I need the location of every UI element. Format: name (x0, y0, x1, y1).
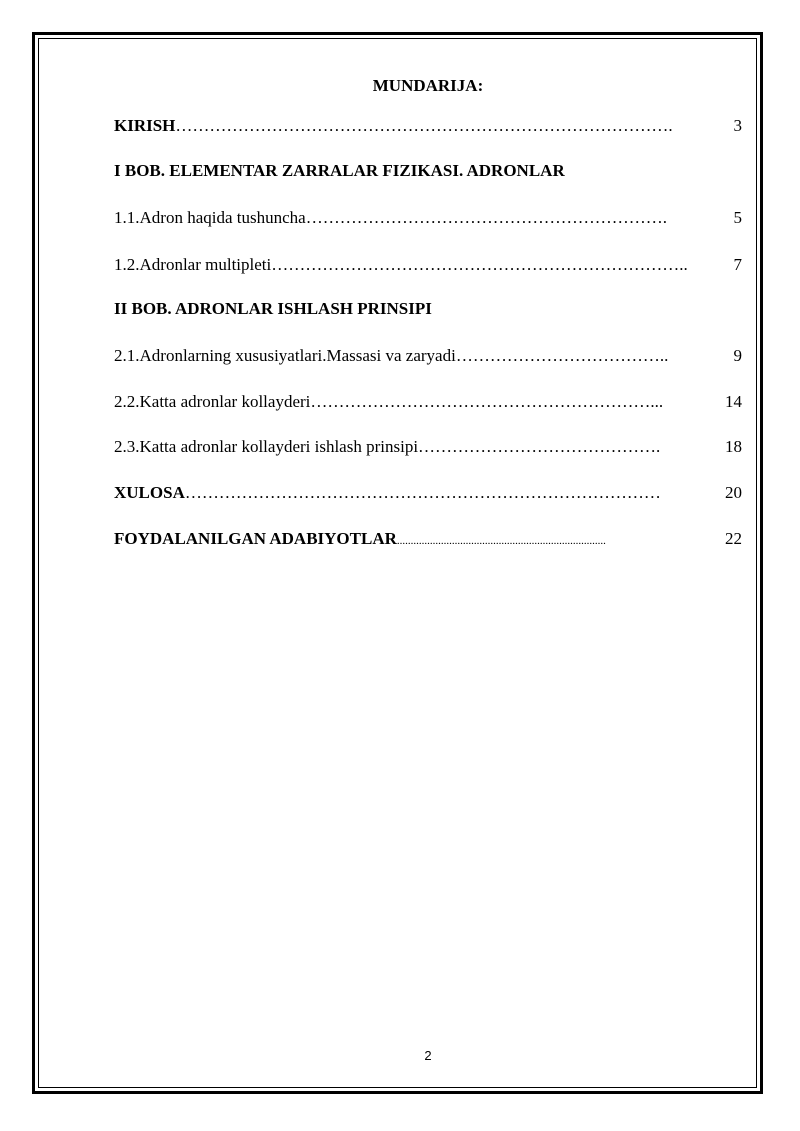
toc-title: MUNDARIJA: (372, 76, 484, 95)
toc-entry-2-2[interactable] (114, 391, 742, 413)
toc-entry-1-2[interactable] (114, 254, 742, 276)
toc-entry-label: 1.2.Adronlar multipleti (114, 255, 272, 274)
toc-entry-2-1[interactable] (114, 345, 742, 367)
toc-entry-2-3[interactable] (114, 436, 742, 458)
toc-leader-dots: ……………………………………. (418, 437, 661, 456)
page-number: 2 (424, 1048, 432, 1063)
toc-leader-dots: ………………………………………………………. (305, 208, 667, 227)
toc-entry-label: 2.3.Katta adronlar kollayderi ishlash prinsipi (114, 437, 419, 456)
toc-entry-label: 2.1.Adronlarning xususiyatlari.Massasi va zaryadi (114, 346, 456, 365)
toc-page-number: 18 (725, 437, 742, 456)
toc-leader-dots: ………………………………………………………………………… (184, 483, 661, 502)
toc-leader-dots: ……………………………………………………………………………. (175, 116, 673, 135)
toc-page-number: 5 (733, 208, 742, 227)
toc-entry-xulosa[interactable] (114, 482, 742, 504)
toc-entry-label: 1.1.Adron haqida tushuncha (114, 208, 306, 227)
toc-page-number: 14 (725, 392, 742, 411)
toc-leader-dots: ............................................................................ (396, 535, 606, 547)
toc-leader-dots: ……………………………………………………... (310, 392, 664, 411)
toc-chapter-2-heading[interactable]: II BOB. ADRONLAR ISHLASH PRINSIPI (114, 299, 432, 318)
toc-page-number: 3 (733, 116, 742, 135)
toc-entry-kirish[interactable] (114, 115, 742, 137)
toc-page-number: 9 (733, 346, 742, 365)
toc-chapter-1-heading[interactable]: I BOB. ELEMENTAR ZARRALAR FIZIKASI. ADRONLAR (114, 161, 565, 180)
toc-leader-dots: ……………………………….. (455, 346, 669, 365)
toc-page-number: 7 (733, 255, 742, 274)
toc-entry-label: 2.2.Katta adronlar kollayderi (114, 392, 311, 411)
toc-page-number: 20 (725, 483, 742, 502)
toc-entry-label: XULOSA (114, 483, 185, 502)
toc-leader-dots: ……………………………………………………………….. (271, 255, 688, 274)
toc-entry-1-1[interactable] (114, 207, 742, 229)
toc-entry-label: KIRISH (114, 116, 176, 135)
toc-page-number: 22 (725, 529, 742, 548)
toc-entry-label: FOYDALANILGAN ADABIYOTLAR (114, 529, 397, 548)
toc-entry-adabiyotlar[interactable] (114, 528, 742, 552)
page-inner-border (38, 38, 757, 1088)
